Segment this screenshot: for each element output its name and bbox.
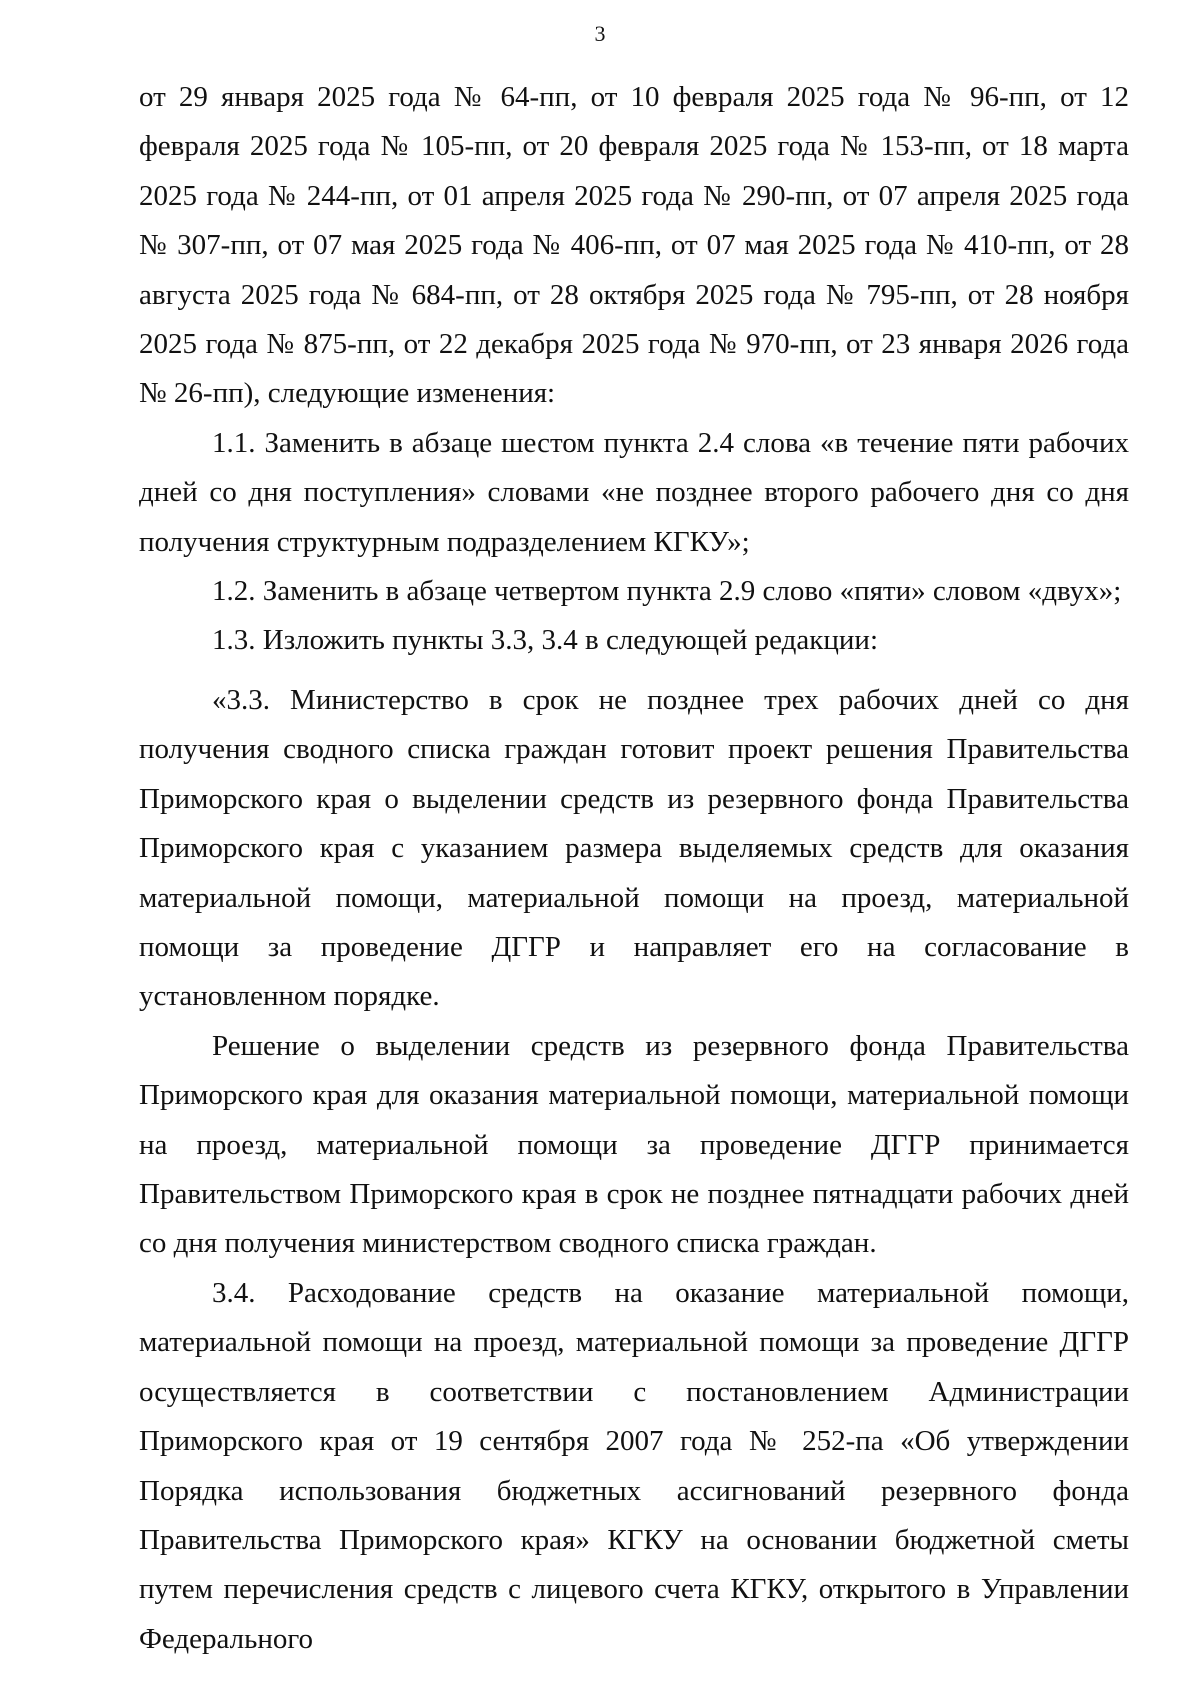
paragraph-amended-acts-list: от 29 января 2025 года № 64-пп, от 10 февраля 2025 года № 96-пп, от 12 февраля 2025 года № 105-пп, от 20 февраля 2025 года № 153-пп, от 18 марта 2025 года № 244-пп, от 01 апреля 2025 года № 290-пп, от 07 апреля 2025 года № 307-пп, от 07 мая 2025 года № 406-пп, от 07 мая 2025 года № 410-пп, от 28 августа 2025 года № 684-пп, от 28 октября 2025 года № 795-пп, от 28 ноября 2025 года № 875-пп, от 22 декабря 2025 года № 970-пп, от 23 января 2026 года № 26-пп), следующие изменения: — [139, 81, 1129, 410]
paragraph-item-1-3: 1.3. Изложить пункты 3.3, 3.4 в следующей редакции: — [212, 624, 878, 657]
paragraph-item-1-2: 1.2. Заменить в абзаце четвертом пункта 2.9 слово «пяти» словом «двух»; — [212, 575, 1122, 608]
text-block-bottom — [139, 676, 1129, 1664]
paragraph-decision: Решение о выделении средств из резервного фонда Правительства Приморского края для оказания материальной помощи, материальной помощи на проезд, материальной помощи за проведение ДГГР принимается Правительством Приморского края в срок не позднее пятнадцати рабочих дней со дня получения министерством сводного списка граждан. — [139, 1029, 1129, 1260]
text-block-top — [139, 73, 1129, 666]
paragraph-item-3-4: 3.4. Расходование средств на оказание материальной помощи, материальной помощи на проезд, материальной помощи за проведение ДГГР осуществляется в соответствии с постановлением Администрации Приморского края от 19 сентября 2007 года № 252-па «Об утверждении Порядка использования бюджетных ассигнований резервного фонда Правительства Приморского края» КГКУ на основании бюджетной сметы путем перечисления средств с лицевого счета КГКУ, открытого в Управлении Федерального — [139, 1276, 1129, 1655]
paragraph-item-1-1: 1.1. Заменить в абзаце шестом пункта 2.4 слова «в течение пяти рабочих дней со дня поступления» словами «не позднее второго рабочего дня со дня получения структурным подразделением КГКУ»; — [139, 426, 1129, 558]
page-number: 3 — [594, 21, 606, 46]
paragraph-item-3-3: «3.3. Министерство в срок не позднее трех рабочих дней со дня получения сводного списка граждан готовит проект решения Правительства Приморского края о выделении средств из резервного фонда Правительства Приморского края с указанием размера выделяемых средств для оказания материальной помощи, материальной помощи на проезд, материальной помощи за проведение ДГГР и направляет его на согласование в установленном порядке. — [139, 684, 1129, 1013]
